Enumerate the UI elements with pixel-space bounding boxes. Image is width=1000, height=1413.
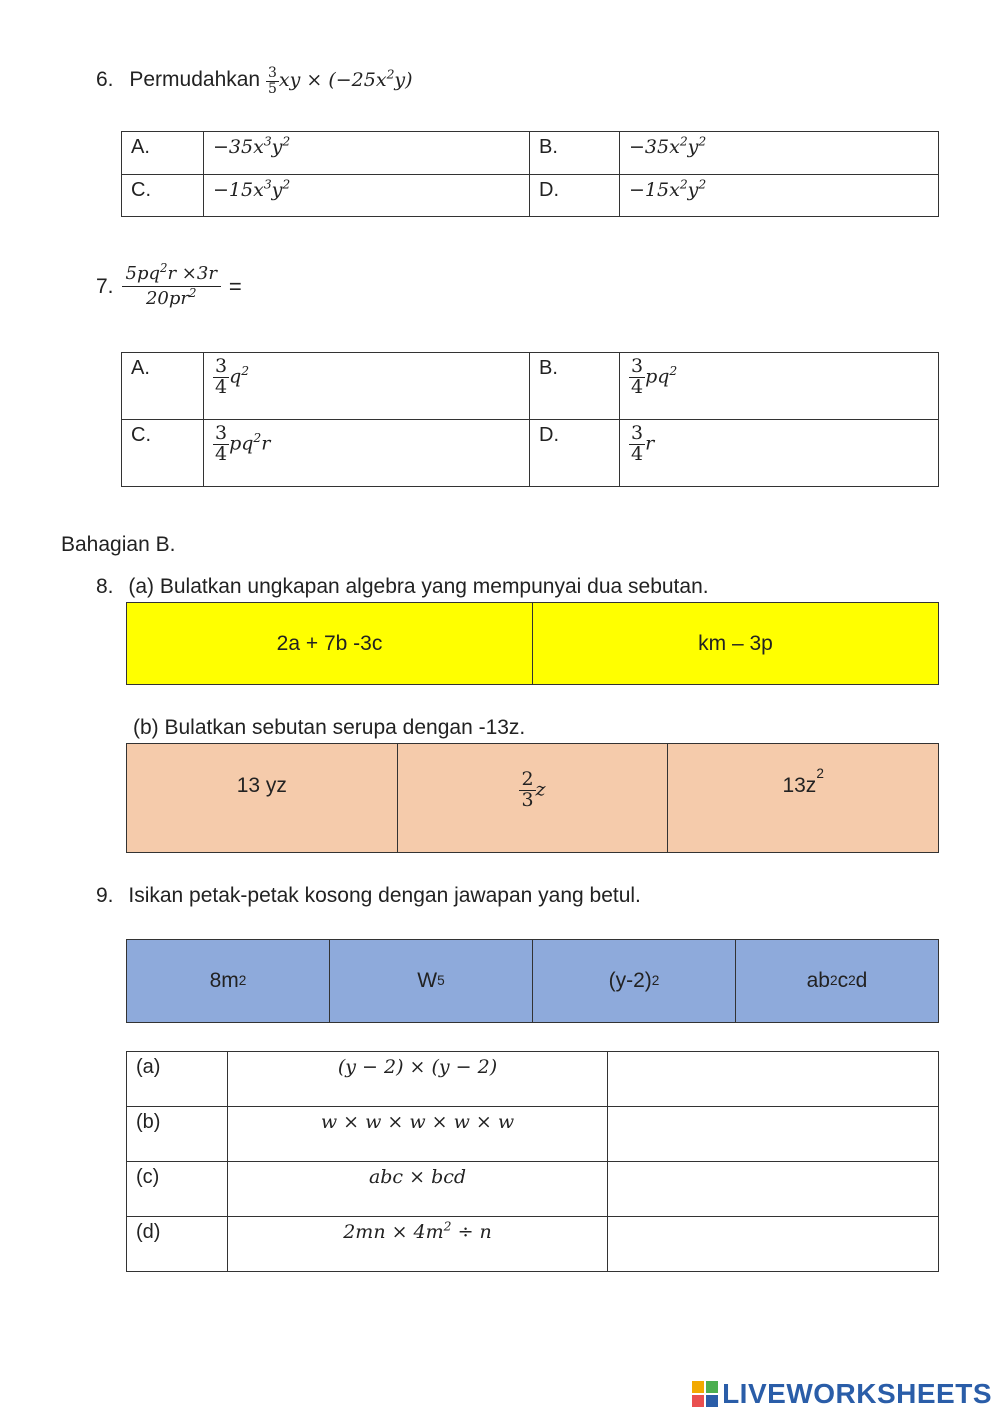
q9-row-a-expr: (y − 2) × (y − 2): [337, 1056, 498, 1078]
q9-row-b-expr: w × w × w × w × w: [320, 1111, 515, 1133]
q6-frac-den: 5: [267, 80, 277, 97]
q7-option-b-label: B.: [539, 357, 558, 379]
q9-number: 9.: [96, 884, 114, 907]
liveworksheets-logo-icon: [692, 1381, 718, 1407]
liveworksheets-wordmark: LIVEWORKSHEETS: [722, 1378, 992, 1409]
q7-options-table: [121, 352, 939, 487]
q8-number: 8.: [96, 575, 114, 598]
q7-option-c-value: $\frac{3}{4}$ $pq^2r$: [215, 422, 271, 465]
liveworksheets-logo: [692, 1378, 992, 1410]
q9-row-a-answer-box[interactable]: [608, 1052, 939, 1107]
q6-prompt: Permudahkan: [129, 68, 261, 92]
q7-equals: =: [228, 273, 242, 299]
q8-b-text: (b) Bulatkan sebutan serupa dengan -13z.: [133, 716, 526, 739]
q6-expr-tail: xy × (−25x: [278, 69, 387, 92]
q7-number: 7.: [96, 274, 114, 298]
q7-expression: $\frac{5pq^2r \times 3r}{20pr^2}$: [122, 262, 221, 312]
q7-option-a-value: $\frac{3}{4}$ $q^2$: [215, 355, 250, 398]
q8-b-choices: [126, 743, 939, 853]
q9-answer-table: [126, 1051, 939, 1272]
q8-b-choice-1[interactable]: 13 yz: [127, 744, 398, 852]
q6-option-d-value: $-15x^2y^2$: [629, 177, 707, 201]
q9-row-a-label: (a): [136, 1056, 161, 1078]
q9-row-b-answer-box[interactable]: [608, 1107, 939, 1162]
q8-b-choice-2[interactable]: $\frac{2}{3}$ z: [398, 744, 669, 852]
q9-bank-item-3[interactable]: (y-2) 2: [533, 940, 736, 1022]
q9-bank-item-1[interactable]: 8m 2: [127, 940, 330, 1022]
q9-row-d-label: (d): [136, 1221, 161, 1243]
q7-option-d-label: D.: [539, 424, 559, 446]
q6-option-c-value: $-15x^3y^2$: [213, 177, 291, 201]
q9-row-c-expr: abc × bcd: [368, 1166, 467, 1188]
q8-a-choices: [126, 602, 939, 685]
q9-heading: [96, 884, 641, 908]
q9-row-d-answer-box[interactable]: [608, 1217, 939, 1272]
q6-number: 6.: [96, 68, 114, 92]
q6-option-a-value: $-35x^3y^2$: [213, 134, 291, 158]
q9-bank-item-4[interactable]: ab 2 c 2 d: [806, 969, 868, 992]
section-b-title: Bahagian B.: [61, 533, 176, 556]
q6-option-b-value: $-35x^2y^2$: [629, 134, 707, 158]
q7-heading: [96, 262, 242, 312]
q6-heading: [96, 66, 413, 96]
q9-row-c-answer-box[interactable]: [608, 1162, 939, 1217]
q9-answer-bank: [126, 939, 939, 1023]
q7-option-a-label: A.: [131, 357, 150, 379]
q7-option-b-value: $\frac{3}{4}$ $pq^2$: [631, 355, 678, 398]
q9-row-b-label: (b): [136, 1111, 161, 1133]
q9-row-c-label: (c): [136, 1166, 160, 1188]
q8-a-text: (a) Bulatkan ungkapan algebra yang mempunyai dua sebutan.: [128, 575, 709, 598]
q8-a-heading: [96, 575, 709, 599]
q9-row-d-expr: $2mn \times 4m^2 \div n$: [343, 1219, 492, 1243]
q6-frac-num: 3: [267, 65, 277, 81]
q9-bank-item-2[interactable]: W 5: [330, 940, 533, 1022]
q6-option-a-label: A.: [131, 136, 150, 158]
q6-expr-exp: 2: [386, 67, 395, 82]
q6-option-b-label: B.: [539, 136, 558, 158]
q6-option-c-label: C.: [131, 179, 151, 201]
q8-b-choice-3[interactable]: 13z 2: [782, 766, 824, 797]
q6-expr-end: y): [394, 69, 413, 92]
q6-options-table: [121, 131, 939, 217]
q8-a-choice-2[interactable]: km – 3p: [698, 631, 773, 655]
q8-a-choice-1[interactable]: 2a + 7b -3c: [127, 603, 533, 684]
q7-option-c-label: C.: [131, 424, 151, 446]
q6-expression: [266, 65, 413, 97]
q7-option-d-value: $\frac{3}{4}$ r: [631, 422, 655, 465]
q6-option-d-label: D.: [539, 179, 559, 201]
q9-text: Isikan petak-petak kosong dengan jawapan yang betul.: [128, 884, 641, 907]
